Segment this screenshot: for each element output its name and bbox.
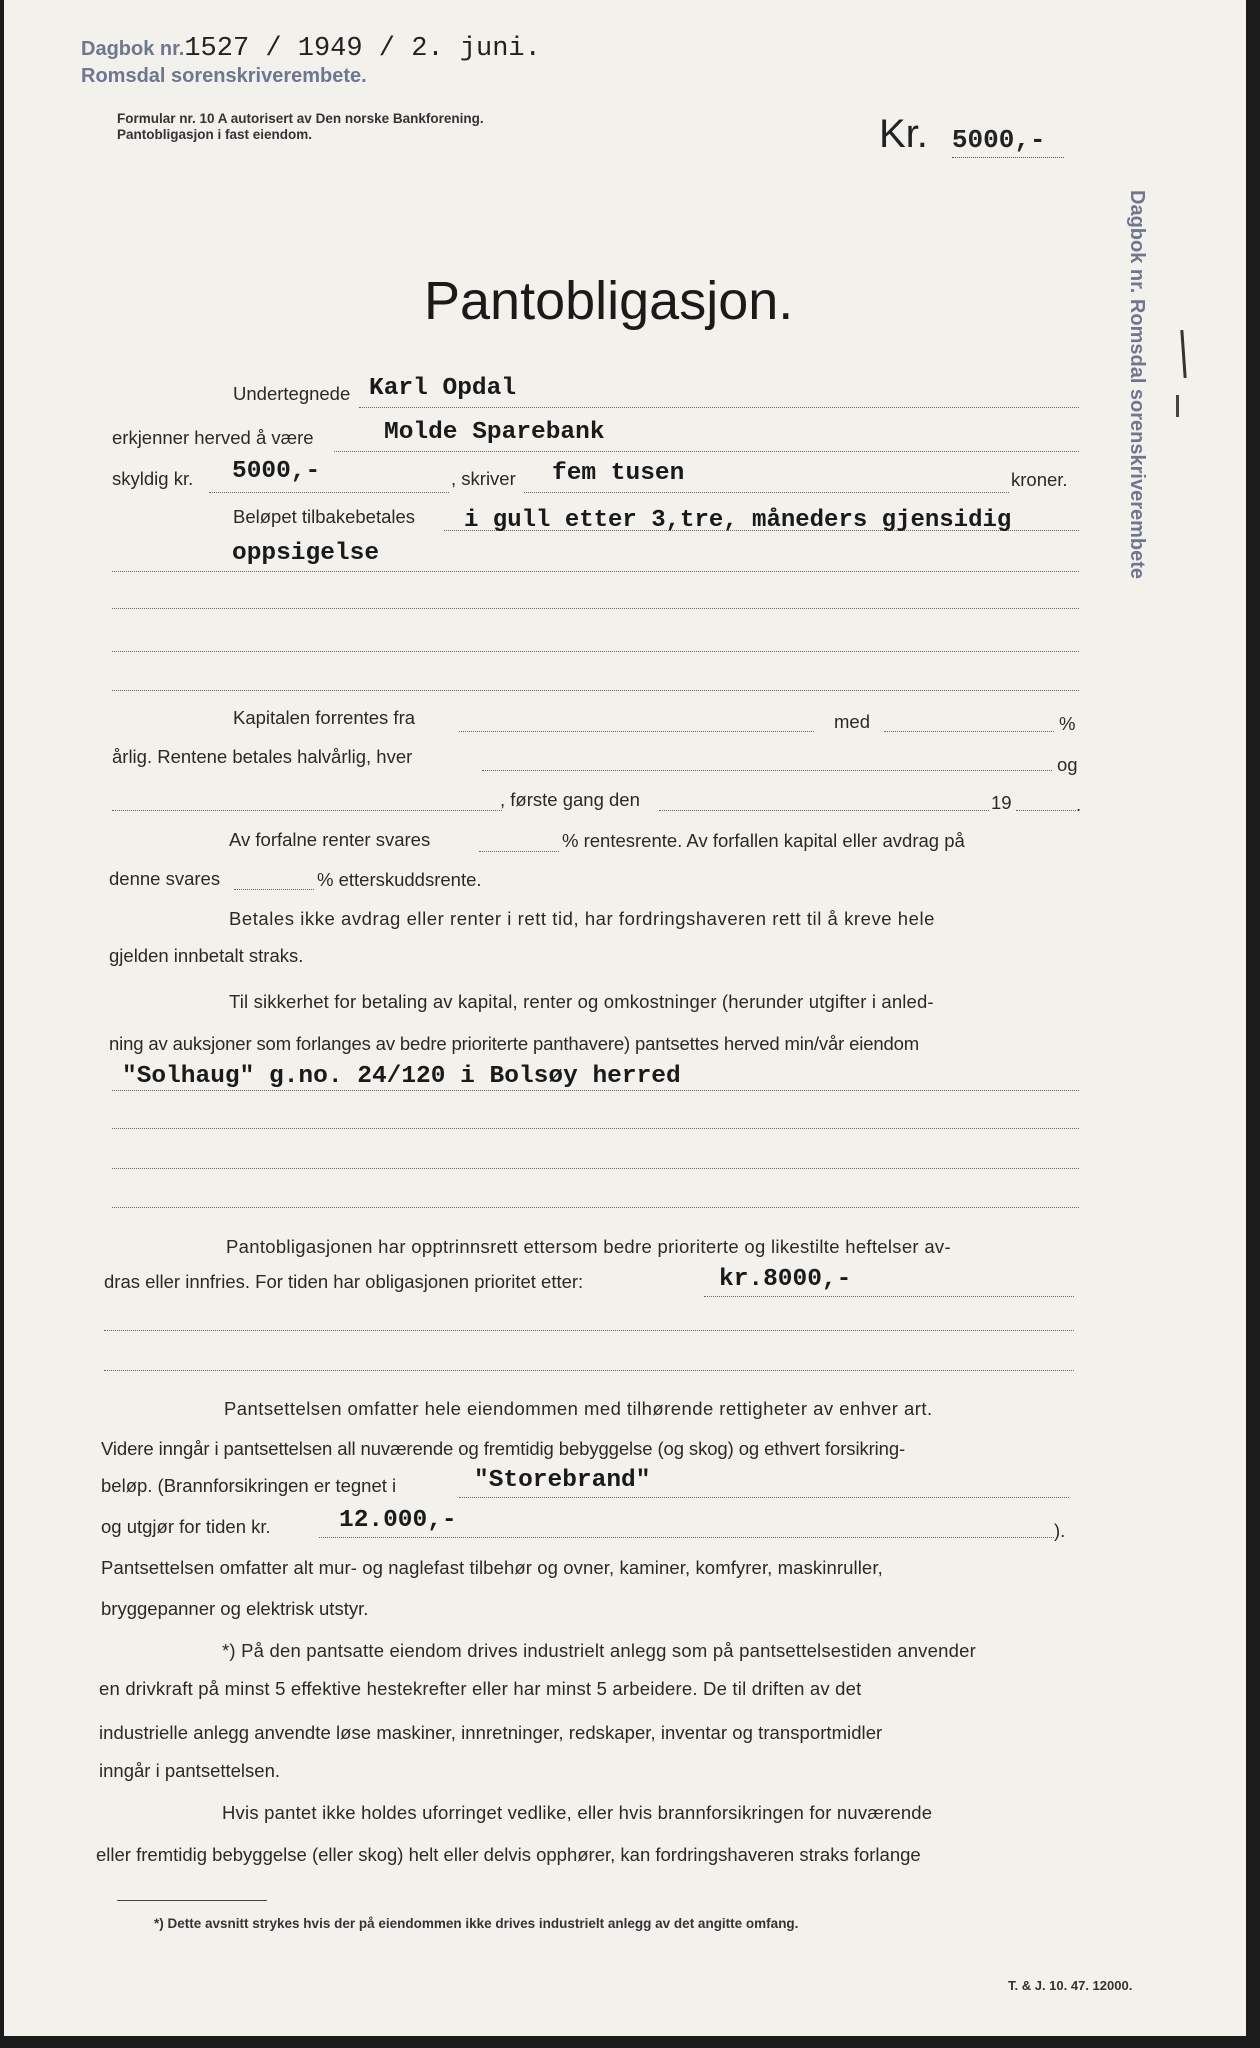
- skyldig-value: 5000,-: [232, 458, 321, 485]
- document-page: [4, 0, 1246, 2036]
- sikkerhet-line2: ning av auksjoner som forlanges av bedre prioriterte panthavere) pantsettes herved min/vår eiendom: [109, 1033, 920, 1054]
- kroner-label: kroner.: [1011, 469, 1068, 490]
- skriver-label: , skriver: [451, 468, 516, 489]
- skyldig-label: skyldig kr.: [112, 468, 194, 489]
- omfatter-line2: Videre inngår i pantsettelsen all nuværende og fremtidig bebyggelse (og skog) og ethvert forsikring-: [101, 1438, 906, 1459]
- blank-line: [104, 1370, 1074, 1371]
- form-note-line2: Pantobligasjon i fast eiendom.: [117, 127, 313, 142]
- hvis-line1: Hvis pantet ikke holdes uforringet vedlike, eller hvis brannforsikringen for nuværende: [222, 1802, 933, 1823]
- denne-rest: % etterskuddsrente.: [317, 869, 482, 890]
- period: .: [1076, 794, 1082, 815]
- journal-stamp: [81, 36, 541, 90]
- undertegnede-value: Karl Opdal: [369, 375, 517, 402]
- omfatter-line1: Pantsettelsen omfatter hele eiendommen med tilhørende rettigheter av enhver art.: [224, 1398, 933, 1419]
- footnote-rule: [117, 1900, 267, 1901]
- opptrinn-line2: dras eller innfries. For tiden har obligasjonen prioritet etter:: [104, 1271, 584, 1292]
- ind-line2: en drivkraft på minst 5 effektive hestekrefter eller har minst 5 arbeidere. De til driften av det: [99, 1678, 862, 1699]
- forste-line-right: [659, 810, 989, 811]
- utgjor-line: [319, 1537, 1054, 1538]
- kapitalen-label: Kapitalen forrentes fra: [233, 707, 416, 728]
- footnote: *) Dette avsnitt strykes hvis der på eiendommen ikke drives industrielt anlegg av det angitte omfang.: [154, 1916, 799, 1931]
- blank-line: [112, 608, 1079, 609]
- hvis-line2: eller fremtidig bebyggelse (eller skog) helt eller delvis opphører, kan fordringshaveren straks forlange: [96, 1844, 921, 1865]
- skyldig-line: [209, 492, 449, 493]
- prioritet-line: [704, 1296, 1074, 1297]
- arlig-label: årlig. Rentene betales halvårlig, hver: [112, 746, 413, 767]
- utgjor-value: 12.000,-: [339, 1507, 457, 1534]
- undertegnede-label: Undertegnede: [233, 383, 351, 404]
- med-percent: %: [1059, 713, 1076, 734]
- forste-label: , første gang den: [500, 789, 640, 810]
- eiendom-value: "Solhaug" g.no. 24/120 i Bolsøy herred: [122, 1063, 681, 1090]
- kr-label: Kr.: [879, 112, 928, 156]
- nineteen-label: 19: [991, 792, 1012, 813]
- forfalne-rest: % rentesrente. Av forfallen kapital eller avdrag på: [562, 830, 965, 851]
- blank-line: [112, 1168, 1079, 1169]
- year-line: [1016, 810, 1076, 811]
- ind-line4: inngår i pantsettelsen.: [99, 1760, 281, 1781]
- belopet-value2: oppsigelse: [232, 540, 380, 567]
- blank-line: [112, 651, 1079, 652]
- undertegnede-line: [359, 407, 1079, 408]
- side-stamp: Dagbok nr. Romsdal sorenskriverembete: [1126, 190, 1148, 580]
- prioritet-value: kr.8000,-: [719, 1266, 852, 1293]
- blank-line: [104, 1330, 1074, 1331]
- form-note-line1: Formular nr. 10 A autorisert av Den norske Bankforening.: [117, 111, 484, 126]
- erkjenner-label: erkjenner herved å være: [112, 427, 314, 448]
- document-title: Pantobligasjon.: [424, 271, 794, 331]
- sikkerhet-line1: Til sikkerhet for betaling av kapital, renter og omkostninger (herunder utgifter i anled-: [229, 991, 934, 1012]
- skriver-line: [524, 492, 1009, 493]
- betales-line2: gjelden innbetalt straks.: [109, 945, 304, 966]
- ind-line1: *) På den pantsatte eiendom drives industrielt anlegg som på pantsettelsestiden anvender: [222, 1640, 976, 1661]
- omfatter-line3: beløp. (Brannforsikringen er tegnet i: [101, 1475, 397, 1496]
- close-paren: ).: [1054, 1520, 1066, 1541]
- margin-mark-small: [1176, 395, 1179, 417]
- blank-line: [112, 690, 1079, 691]
- belopet-value1: i gull etter 3,tre, måneders gjensidig: [464, 507, 1012, 534]
- stamp-office: Romsdal sorenskriverembete.: [81, 65, 367, 87]
- betales-line1: Betales ikke avdrag eller renter i rett tid, har fordringshaveren rett til å kreve hele: [229, 908, 935, 929]
- blank-line: [112, 1128, 1079, 1129]
- mur-line2: bryggepanner og elektrisk utstyr.: [101, 1598, 369, 1619]
- stamp-prefix: Dagbok nr.: [81, 38, 185, 60]
- med-label: med: [834, 711, 870, 732]
- arlig-line: [482, 770, 1052, 771]
- og-label: og: [1057, 754, 1078, 775]
- utgjor-label: og utgjør for tiden kr.: [101, 1516, 271, 1537]
- amount-header: [879, 112, 1064, 157]
- med-line: [884, 731, 1054, 732]
- belopet-line2: [112, 571, 1079, 572]
- mur-line1: Pantsettelsen omfatter alt mur- og naglefast tilbehør og ovner, kaminer, komfyrer, maskinruller,: [101, 1557, 883, 1578]
- blank-line: [112, 1207, 1079, 1208]
- forste-line-left: [112, 810, 502, 811]
- denne-label: denne svares: [109, 868, 221, 889]
- opptrinn-line1: Pantobligasjonen har opptrinnsrett ettersom bedre prioriterte og likestilte heftelser av-: [226, 1236, 951, 1257]
- kr-value: 5000,-: [952, 125, 1064, 158]
- skriver-value: fem tusen: [552, 460, 685, 487]
- printer-mark: T. & J. 10. 47. 12000.: [1008, 1978, 1133, 1993]
- margin-mark: [1180, 330, 1186, 378]
- erkjenner-line: [334, 451, 1079, 452]
- erkjenner-value: Molde Sparebank: [384, 419, 605, 446]
- forsikring-value: "Storebrand": [474, 1467, 651, 1494]
- ind-line3: industrielle anlegg anvendte løse maskiner, innretninger, redskaper, inventar og transportmidler: [99, 1722, 883, 1743]
- forfalne-label: Av forfalne renter svares: [229, 829, 431, 850]
- belopet-label: Beløpet tilbakebetales: [233, 506, 416, 527]
- stamp-entry: 1527 / 1949 / 2. juni.: [184, 34, 541, 64]
- form-note: [117, 111, 484, 143]
- kapitalen-line: [459, 731, 814, 732]
- forfalne-line: [479, 851, 559, 852]
- denne-line: [234, 889, 314, 890]
- forsikring-line: [459, 1497, 1069, 1498]
- eiendom-line: [112, 1090, 1079, 1091]
